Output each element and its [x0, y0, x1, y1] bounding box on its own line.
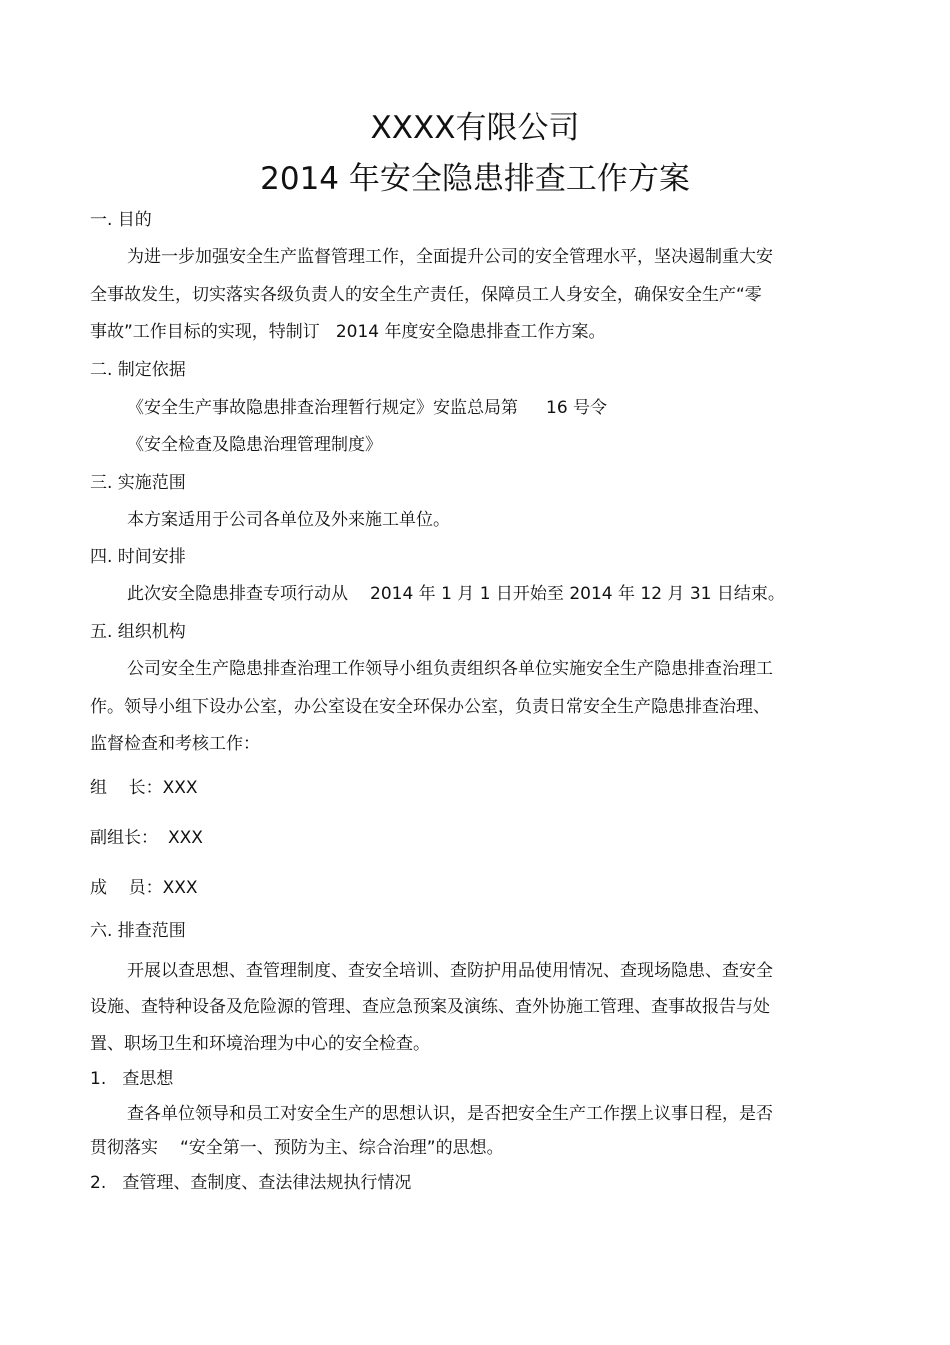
plan-title: 2014 年安全隐患排查工作方案 [260, 161, 690, 197]
section-heading-organization: 五. 组织机构 [90, 622, 186, 642]
paragraph-line: 查各单位领导和员工对安全生产的思想认识，是否把安全生产工作摆上议事日程，是否 [127, 1104, 773, 1124]
member-label: 成 员： [90, 878, 163, 898]
section-heading-scope: 三. 实施范围 [90, 473, 186, 493]
company-title: XXXX有限公司 [370, 110, 580, 146]
text-segment: 16 号令 [546, 398, 608, 418]
paragraph-line [90, 1136, 504, 1160]
section-heading-inspection-scope: 六. 排查范围 [90, 921, 186, 941]
leader-value: XXX [162, 778, 198, 798]
section-heading-basis: 二. 制定依据 [90, 360, 186, 380]
reference-line: 《安全检查及隐患治理管理制度》 [127, 435, 382, 455]
section-heading-purpose: 一. 目的 [90, 210, 152, 230]
member-line [90, 876, 198, 900]
deputy-value: XXX [168, 828, 203, 848]
paragraph-line: 设施、查特种设备及危险源的管理、查应急预案及演练、查外协施工管理、查事故报告与处 [90, 997, 770, 1017]
paragraph-line: 作。领导小组下设办公室，办公室设在安全环保办公室，负责日常安全生产隐患排查治理、 [90, 697, 770, 717]
text-segment: “安全第一、预防为主、综合治理”的思想。 [180, 1138, 504, 1158]
text-segment: 事故”工作目标的实现，特制订 [90, 322, 320, 342]
member-value: XXX [162, 878, 198, 898]
paragraph-line: 公司安全生产隐患排查治理工作领导小组负责组织各单位实施安全生产隐患排查治理工 [127, 659, 773, 679]
item-heading-thought: 1. 查思想 [90, 1069, 174, 1089]
text-segment: 《安全生产事故隐患排查治理暂行规定》安监总局第 [127, 398, 518, 418]
paragraph-line: 为进一步加强安全生产监督管理工作，全面提升公司的安全管理水平，坚决遏制重大安 [127, 247, 773, 267]
paragraph-line: 本方案适用于公司各单位及外来施工单位。 [127, 510, 450, 530]
leader-line [90, 776, 198, 800]
paragraph-line: 监督检查和考核工作： [90, 734, 260, 754]
text-segment: 2014 年 1 月 1 日开始至 2014 年 12 月 31 日结束。 [370, 584, 785, 604]
deputy-line [90, 826, 203, 850]
text-segment: 2014 年度安全隐患排查工作方案。 [335, 322, 606, 342]
paragraph-line: 全事故发生，切实落实各级负责人的安全生产责任，保障员工人身安全，确保安全生产“零 [90, 285, 762, 305]
paragraph-line [127, 582, 785, 606]
section-heading-schedule: 四. 时间安排 [90, 547, 186, 567]
reference-line [127, 396, 607, 420]
paragraph-line: 开展以查思想、查管理制度、查安全培训、查防护用品使用情况、查现场隐患、查安全 [127, 961, 773, 981]
text-segment: 此次安全隐患排查专项行动从 [127, 584, 348, 604]
paragraph-line [90, 320, 605, 344]
paragraph-line: 置、职场卫生和环境治理为中心的安全检查。 [90, 1034, 430, 1054]
leader-label: 组 长： [90, 778, 163, 798]
deputy-label: 副组长： [90, 828, 158, 848]
text-segment: 贯彻落实 [90, 1138, 158, 1158]
item-heading-management: 2. 查管理、查制度、查法律法规执行情况 [90, 1173, 412, 1193]
